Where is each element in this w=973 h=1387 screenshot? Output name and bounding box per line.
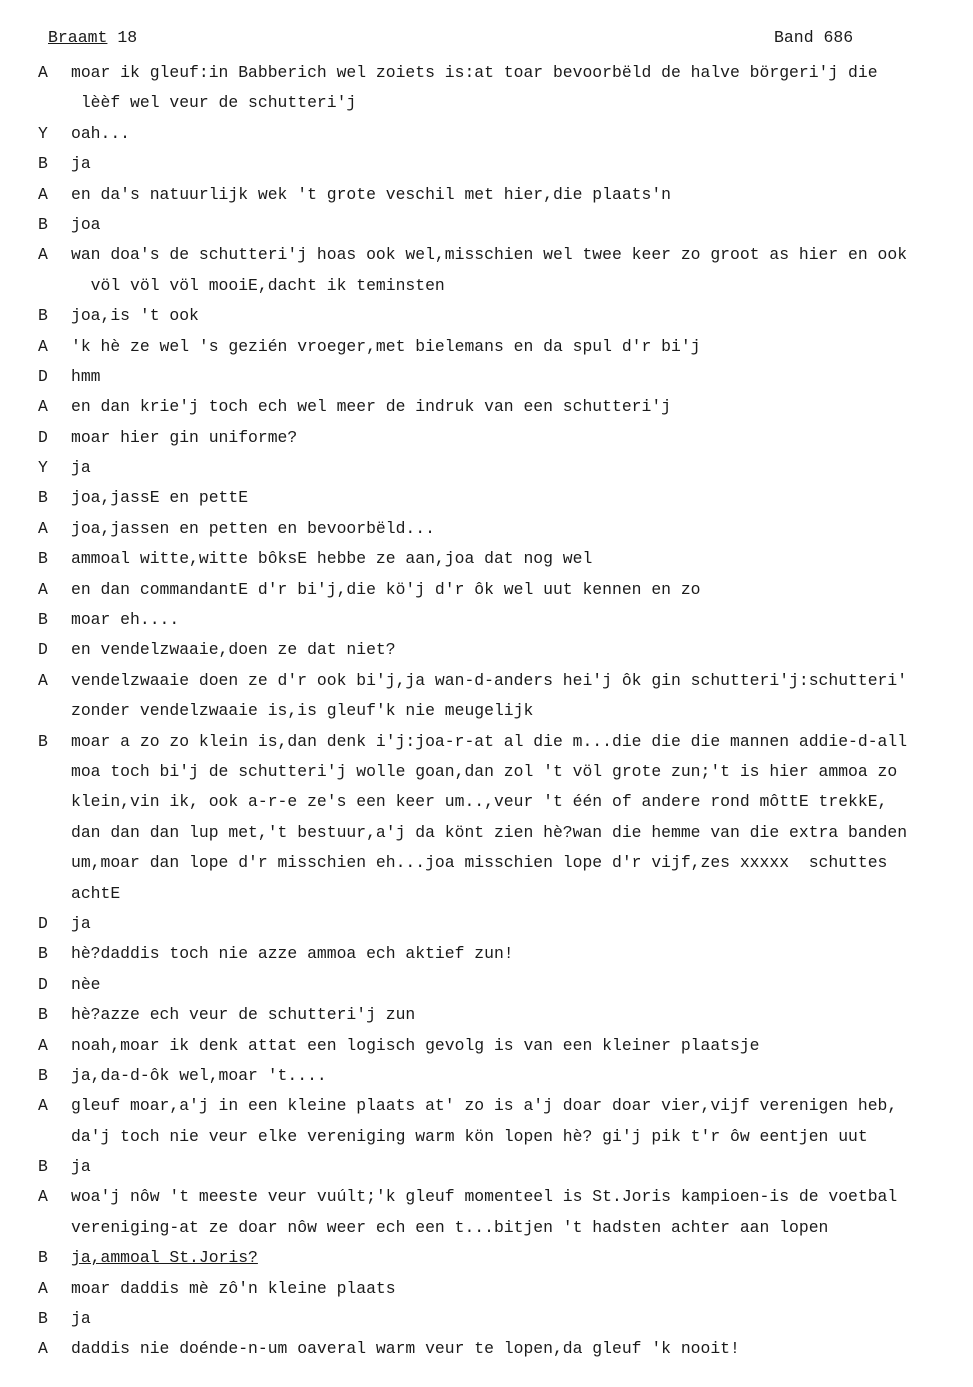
header-location <box>48 28 137 47</box>
speaker-label: A <box>38 1187 48 1207</box>
utterance-line: hmm <box>71 366 101 386</box>
speaker-label: D <box>38 974 48 994</box>
utterance <box>71 119 970 149</box>
utterance <box>71 544 970 574</box>
speaker-label: B <box>38 1065 48 1085</box>
utterance <box>71 240 970 301</box>
utterance-line: vereniging-at ze doar nôw weer ech een t...bitjen 't hadsten achter aan lopen <box>71 1217 829 1237</box>
speaker-label: B <box>38 214 48 234</box>
utterance-line: dan dan dan lup met,'t bestuur,a'j da könt zien hè?wan die hemme van die extra banden <box>71 822 908 842</box>
speaker-label: B <box>38 549 48 569</box>
utterance <box>71 970 970 1000</box>
transcript-turn <box>38 483 970 513</box>
speaker-label: A <box>38 63 48 82</box>
utterance <box>71 149 970 179</box>
transcript-turn <box>38 727 970 909</box>
utterance-line: en da's natuurlijk wek 't grote veschil met hier,die plaats'n <box>71 184 671 204</box>
speaker-label: B <box>38 1005 48 1025</box>
utterance <box>71 939 970 969</box>
transcript-turn <box>38 1274 970 1304</box>
utterance-line: en dan krie'j toch ech wel meer de indruk van een schutteri'j <box>71 397 671 417</box>
speaker-label: B <box>38 731 48 751</box>
speaker-label: Y <box>38 123 48 143</box>
speaker-label: D <box>38 366 48 386</box>
transcript-turn <box>38 119 970 149</box>
speaker-label: B <box>38 154 48 174</box>
speaker-label: B <box>38 488 48 508</box>
utterance-line: vendelzwaaie doen ze d'r ook bi'j,ja wan-d-anders hei'j ôk gin schutteri'j:schutteri' <box>71 670 908 690</box>
speaker-label: A <box>38 1339 48 1359</box>
transcript-turn <box>38 666 970 727</box>
transcript-turn <box>38 939 970 969</box>
utterance <box>71 392 970 422</box>
utterance-line: moar a zo zo klein is,dan denk i'j:joa-r-at al die m...die die die mannen addie-d-all <box>71 731 908 751</box>
transcript-turn <box>38 970 970 1000</box>
transcript-turn <box>38 210 970 240</box>
utterance-line: noah,moar ik denk attat een logisch gevolg is van een kleiner plaatsje <box>71 1035 760 1055</box>
utterance-line: lèèf wel veur de schutteri'j <box>71 93 357 113</box>
utterance <box>71 423 970 453</box>
utterance-line: moar eh.... <box>71 610 180 630</box>
header-location-name: Braamt <box>48 28 108 47</box>
transcript-turn <box>38 392 970 422</box>
speaker-label: B <box>38 1157 48 1177</box>
transcript-turn <box>38 909 970 939</box>
transcript-turn <box>38 58 970 119</box>
transcript-turn <box>38 301 970 331</box>
speaker-label: A <box>38 184 48 204</box>
speaker-label: D <box>38 913 48 933</box>
transcript-turn <box>38 1304 970 1334</box>
utterance-line: moar daddis mè zô'n kleine plaats <box>71 1278 396 1298</box>
utterance <box>71 332 970 362</box>
speaker-label: A <box>38 1035 48 1055</box>
transcript-turn <box>38 575 970 605</box>
utterance-line: hè?azze ech veur de schutteri'j zun <box>71 1005 416 1025</box>
transcript-turn <box>38 635 970 665</box>
transcript-turn <box>38 1182 970 1243</box>
transcript-turn <box>38 1091 970 1152</box>
utterance <box>71 210 970 240</box>
utterance <box>71 1000 970 1030</box>
speaker-label: B <box>38 1248 48 1268</box>
transcript-turn <box>38 1243 970 1273</box>
utterance-line: ja <box>71 154 91 174</box>
utterance <box>71 1152 970 1182</box>
utterance-line: ammoal witte,witte bôksE hebbe ze aan,joa dat nog wel <box>71 549 593 569</box>
utterance <box>71 1182 970 1243</box>
utterance-line: 'k hè ze wel 's gezién vroeger,met bielemans en da spul d'r bi'j <box>71 336 701 356</box>
utterance-line: da'j toch nie veur elke vereniging warm kön lopen hè? gi'j pik t'r ôw eentjen uut <box>71 1126 868 1146</box>
utterance <box>71 575 970 605</box>
utterance <box>71 727 970 909</box>
utterance-line: zonder vendelzwaaie is,is gleuf'k nie meugelijk <box>71 701 534 721</box>
transcript-turn <box>38 605 970 635</box>
utterance <box>71 635 970 665</box>
speaker-label: A <box>38 245 48 265</box>
transcript-turn <box>38 1061 970 1091</box>
utterance <box>71 1243 970 1273</box>
utterance-line: en vendelzwaaie,doen ze dat niet? <box>71 640 396 660</box>
utterance <box>71 1304 970 1334</box>
utterance-line: völ völ völ mooiE,dacht ik teminsten <box>71 275 445 295</box>
transcript-turn <box>38 240 970 301</box>
utterance-line: gleuf moar,a'j in een kleine plaats at' zo is a'j doar doar vier,vijf verenigen heb, <box>71 1096 898 1116</box>
speaker-label: A <box>38 336 48 356</box>
utterance <box>71 909 970 939</box>
transcript-turn <box>38 332 970 362</box>
utterance-line: oah... <box>71 123 131 143</box>
speaker-label: Y <box>38 458 48 478</box>
utterance <box>71 1091 970 1152</box>
transcript-turn <box>38 180 970 210</box>
utterance <box>71 180 970 210</box>
speaker-label: B <box>38 306 48 326</box>
utterance-line: woa'j nôw 't meeste veur vuúlt;'k gleuf momenteel is St.Joris kampioen-is de voetbal <box>71 1187 898 1207</box>
utterance-line: wan doa's de schutteri'j hoas ook wel,misschien wel twee keer zo groot as hier en ook <box>71 245 908 265</box>
transcript-turn <box>38 1000 970 1030</box>
utterance-line: ja <box>71 1309 91 1329</box>
utterance-line: ja,ammoal St.Joris? <box>71 1248 258 1268</box>
utterance-line: moar ik gleuf:in Babberich wel zoiets is:at toar bevoorbëld de halve börgeri'j die <box>71 63 878 82</box>
speaker-label: D <box>38 640 48 660</box>
transcript-turn <box>38 1152 970 1182</box>
transcript-turn <box>38 362 970 392</box>
utterance <box>71 666 970 727</box>
speaker-label: B <box>38 1309 48 1329</box>
utterance <box>71 605 970 635</box>
speaker-label: A <box>38 397 48 417</box>
utterance-line: joa <box>71 214 101 234</box>
speaker-label: A <box>38 518 48 538</box>
utterance-line: ja <box>71 1157 91 1177</box>
transcript-turn <box>38 514 970 544</box>
utterance-line: daddis nie doénde-n-um oaveral warm veur te lopen,da gleuf 'k nooit! <box>71 1339 740 1359</box>
transcript-body <box>38 58 970 1365</box>
utterance-line: achtE <box>71 883 121 903</box>
speaker-label: A <box>38 670 48 690</box>
transcript-turn <box>38 544 970 574</box>
utterance <box>71 1274 970 1304</box>
utterance <box>71 1061 970 1091</box>
page-header <box>48 28 928 54</box>
utterance <box>71 58 970 119</box>
utterance-line: ja <box>71 458 91 478</box>
utterance-line: joa,is 't ook <box>71 306 199 326</box>
speaker-label: B <box>38 944 48 964</box>
utterance <box>71 1334 970 1364</box>
utterance-line: ja,da-d-ôk wel,moar 't.... <box>71 1065 327 1085</box>
utterance-line: joa,jassE en pettE <box>71 488 249 508</box>
utterance-line: moa toch bi'j de schutteri'j wolle goan,dan zol 't völ grote zun;'t is hier ammoa zo <box>71 761 898 781</box>
utterance-line: joa,jassen en petten en bevoorbëld... <box>71 518 435 538</box>
transcript-turn <box>38 1334 970 1364</box>
utterance-line: hè?daddis toch nie azze ammoa ech aktief zun! <box>71 944 514 964</box>
speaker-label: A <box>38 579 48 599</box>
header-page-number: 18 <box>117 28 138 47</box>
transcript-turn <box>38 1031 970 1061</box>
utterance-line: nèe <box>71 974 101 994</box>
utterance <box>71 301 970 331</box>
utterance-line: moar hier gin uniforme? <box>71 427 298 447</box>
utterance <box>71 453 970 483</box>
transcript-turn <box>38 453 970 483</box>
utterance-line: klein,vin ik, ook a-r-e ze's een keer um..,veur 't één of andere rond môttE trekkE, <box>71 792 888 812</box>
utterance-line: ja <box>71 913 91 933</box>
utterance <box>71 362 970 392</box>
utterance-line: en dan commandantE d'r bi'j,die kö'j d'r ôk wel uut kennen en zo <box>71 579 701 599</box>
utterance-line: um,moar dan lope d'r misschien eh...joa misschien lope d'r vijf,zes xxxxx schuttes <box>71 853 888 873</box>
speaker-label: A <box>38 1278 48 1298</box>
utterance <box>71 514 970 544</box>
speaker-label: A <box>38 1096 48 1116</box>
utterance <box>71 1031 970 1061</box>
speaker-label: B <box>38 610 48 630</box>
transcript-turn <box>38 423 970 453</box>
utterance <box>71 483 970 513</box>
header-tape-label: Band 686 <box>774 28 854 47</box>
transcript-turn <box>38 149 970 179</box>
speaker-label: D <box>38 427 48 447</box>
